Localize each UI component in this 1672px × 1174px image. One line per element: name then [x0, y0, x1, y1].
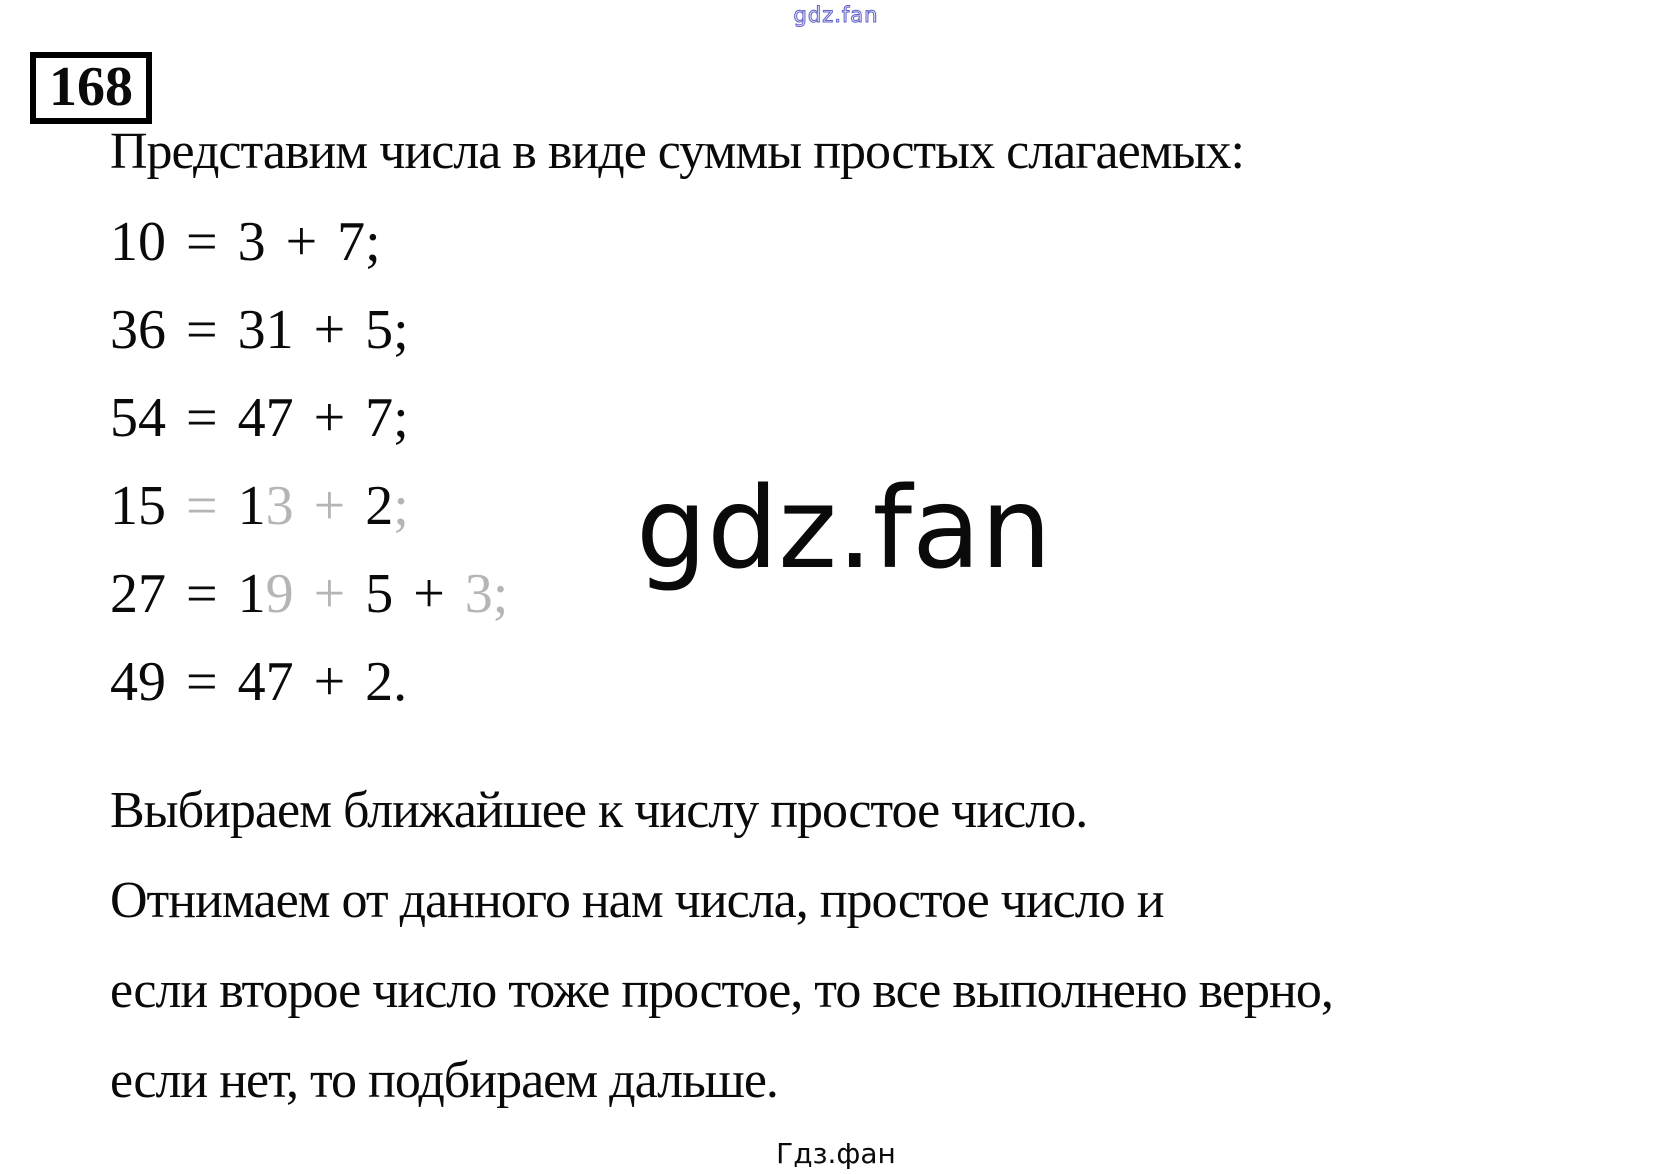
equation-segment: 49 = 47 + 2. — [110, 651, 408, 713]
equation-segment: 36 = 31 + 5; — [110, 299, 409, 361]
equation-segment: 2 — [365, 475, 394, 537]
equation-segment: 1 — [237, 475, 266, 537]
equation-line — [110, 198, 508, 286]
equation-segment-faded: 3 — [265, 475, 314, 537]
equation-segment: 54 = 47 + 7; — [110, 387, 409, 449]
explanation-line: если нет, то подбираем дальше. — [110, 1052, 778, 1109]
equation-segment: 27 = 1 — [110, 563, 266, 625]
site-name-footer: Гдз.фан — [776, 1137, 896, 1170]
equations-list — [110, 198, 508, 726]
equation-line — [110, 286, 508, 374]
equation-line — [110, 462, 508, 550]
equation-segment-faded: = — [186, 475, 238, 537]
equation-line — [110, 374, 508, 462]
explanation-line: Отнимаем от данного нам числа, простое число и — [110, 872, 1164, 929]
equation-segment: 15 — [110, 475, 186, 537]
equation-segment: 5 + — [365, 563, 465, 625]
explanation-line: Выбираем ближайшее к числу простое число. — [110, 782, 1088, 839]
site-watermark-top: gdz.fan — [793, 3, 879, 27]
equation-segment-faded: ; — [393, 475, 409, 537]
equation-segment-faded: 9 — [265, 563, 314, 625]
equation-segment-faded: + — [313, 475, 366, 537]
equation-line — [110, 550, 508, 638]
explanation-line: если второе число тоже простое, то все выполнено верно, — [110, 962, 1333, 1019]
equation-line — [110, 638, 508, 726]
solution-intro-text: Представим числа в виде суммы простых слагаемых: — [110, 123, 1244, 180]
explanation-text — [110, 766, 1333, 1126]
equation-segment-faded: 3; — [464, 563, 509, 625]
equation-segment-faded: + — [313, 563, 366, 625]
equation-segment: 10 = 3 + 7; — [110, 211, 381, 273]
site-watermark-center: gdz.fan — [636, 464, 1052, 594]
problem-number-badge: 168 — [30, 52, 152, 124]
